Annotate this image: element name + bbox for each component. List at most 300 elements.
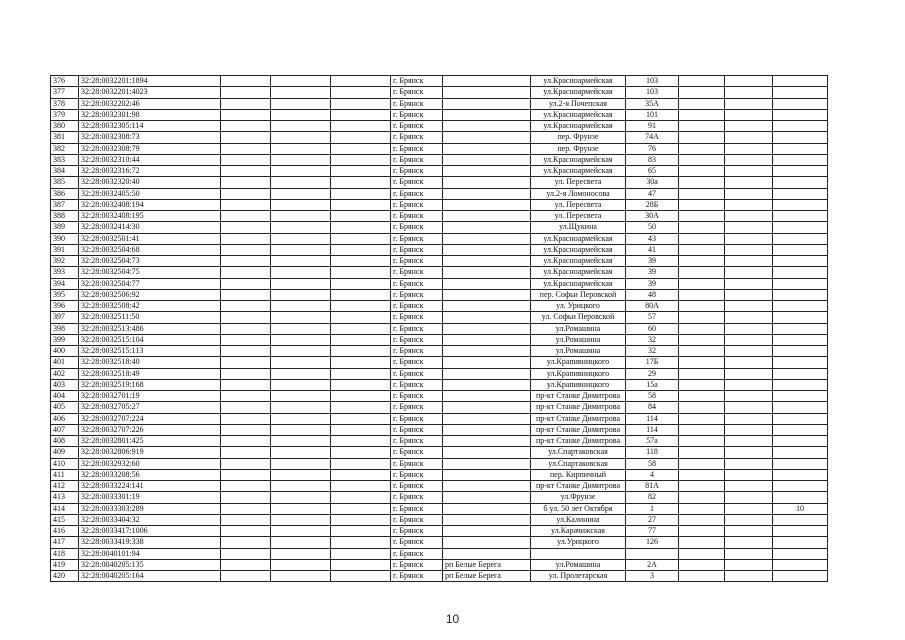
cell-e0 xyxy=(221,121,271,132)
cell-e3 xyxy=(773,154,828,165)
cell-num: 406 xyxy=(51,413,79,424)
cell-e1 xyxy=(271,109,331,120)
cell-num: 384 xyxy=(51,166,79,177)
cell-cad: 32:28:0032305:114 xyxy=(79,121,221,132)
table-row xyxy=(51,357,828,368)
cell-e0 xyxy=(221,469,271,480)
cell-e4 xyxy=(679,334,725,345)
cell-e3: 10 xyxy=(773,503,828,514)
cell-e3 xyxy=(773,211,828,222)
cell-num: 420 xyxy=(51,571,79,582)
cell-e4 xyxy=(679,188,725,199)
cell-e1 xyxy=(271,424,331,435)
cell-e5 xyxy=(725,166,773,177)
cell-city: г. Брянск xyxy=(391,188,443,199)
cell-num: 378 xyxy=(51,98,79,109)
cell-e0 xyxy=(221,289,271,300)
cell-street: пр-кт Станке Димитрова xyxy=(531,424,626,435)
cell-cad: 32:28:0033303:289 xyxy=(79,503,221,514)
table-row xyxy=(51,267,828,278)
cell-e4 xyxy=(679,143,725,154)
table-row xyxy=(51,492,828,503)
cell-e3 xyxy=(773,402,828,413)
cell-e0 xyxy=(221,76,271,87)
cell-e0 xyxy=(221,436,271,447)
cell-cad: 32:28:0032308:73 xyxy=(79,132,221,143)
cell-sub xyxy=(443,121,531,132)
cell-num: 391 xyxy=(51,244,79,255)
cell-e5 xyxy=(725,559,773,570)
cell-city: г. Брянск xyxy=(391,132,443,143)
cell-num: 394 xyxy=(51,278,79,289)
cell-sub xyxy=(443,391,531,402)
cell-e5 xyxy=(725,492,773,503)
cell-e4 xyxy=(679,571,725,582)
table-row xyxy=(51,233,828,244)
table-row xyxy=(51,571,828,582)
cell-cad: 32:28:0032707:226 xyxy=(79,424,221,435)
table-row xyxy=(51,154,828,165)
cell-house: 32 xyxy=(626,346,679,357)
table-row xyxy=(51,199,828,210)
cell-street: ул.Красноармейская xyxy=(531,267,626,278)
cell-street: пр-кт Станке Димитрова xyxy=(531,402,626,413)
cell-e2 xyxy=(331,379,391,390)
cell-e4 xyxy=(679,526,725,537)
table-row xyxy=(51,323,828,334)
cell-e2 xyxy=(331,357,391,368)
cell-cad: 32:28:0032806:919 xyxy=(79,447,221,458)
cell-e4 xyxy=(679,222,725,233)
cell-cad: 32:28:0032508:42 xyxy=(79,301,221,312)
cell-street: ул.Красноармейская xyxy=(531,87,626,98)
cell-e4 xyxy=(679,346,725,357)
cell-city: г. Брянск xyxy=(391,357,443,368)
table-row xyxy=(51,503,828,514)
cell-e1 xyxy=(271,256,331,267)
cell-city: г. Брянск xyxy=(391,109,443,120)
cell-cad: 32:28:0032519:168 xyxy=(79,379,221,390)
cell-sub xyxy=(443,244,531,255)
cell-e1 xyxy=(271,469,331,480)
cell-e2 xyxy=(331,492,391,503)
table-row xyxy=(51,559,828,570)
cell-e3 xyxy=(773,368,828,379)
cell-house: 32 xyxy=(626,334,679,345)
cell-sub xyxy=(443,503,531,514)
cell-cad: 32:28:0033419:338 xyxy=(79,537,221,548)
cell-e3 xyxy=(773,87,828,98)
cell-e2 xyxy=(331,121,391,132)
cell-street: пер. Кирпичный xyxy=(531,469,626,480)
cell-e5 xyxy=(725,76,773,87)
cell-street: ул.Щукина xyxy=(531,222,626,233)
cell-sub xyxy=(443,76,531,87)
cell-num: 416 xyxy=(51,526,79,537)
cell-e2 xyxy=(331,166,391,177)
cell-cad: 32:28:0032202:46 xyxy=(79,98,221,109)
cell-house: 101 xyxy=(626,109,679,120)
cell-e0 xyxy=(221,132,271,143)
cell-city: г. Брянск xyxy=(391,548,443,559)
cell-e2 xyxy=(331,391,391,402)
cell-e5 xyxy=(725,391,773,402)
cell-e4 xyxy=(679,357,725,368)
cell-e3 xyxy=(773,312,828,323)
cell-sub xyxy=(443,143,531,154)
cell-e1 xyxy=(271,132,331,143)
cell-cad: 32:28:0033404:32 xyxy=(79,514,221,525)
table-row xyxy=(51,391,828,402)
cell-city: г. Брянск xyxy=(391,154,443,165)
cell-e1 xyxy=(271,76,331,87)
cell-city: г. Брянск xyxy=(391,278,443,289)
cell-street: пер. Софьи Перовской xyxy=(531,289,626,300)
cell-house: 50 xyxy=(626,222,679,233)
cell-house: 29 xyxy=(626,368,679,379)
cell-sub xyxy=(443,132,531,143)
cell-house: 39 xyxy=(626,256,679,267)
cell-e3 xyxy=(773,514,828,525)
cell-cad: 32:28:0032316:72 xyxy=(79,166,221,177)
cell-sub xyxy=(443,514,531,525)
cell-e1 xyxy=(271,267,331,278)
cell-num: 401 xyxy=(51,357,79,368)
cell-num: 383 xyxy=(51,154,79,165)
cell-e2 xyxy=(331,559,391,570)
cell-e2 xyxy=(331,447,391,458)
cell-e1 xyxy=(271,244,331,255)
cell-sub xyxy=(443,177,531,188)
cell-e5 xyxy=(725,98,773,109)
cell-street: ул.Крапивницкого xyxy=(531,357,626,368)
cell-sub xyxy=(443,526,531,537)
cell-e0 xyxy=(221,424,271,435)
cell-e2 xyxy=(331,143,391,154)
cell-street: ул.Ромашина xyxy=(531,559,626,570)
cell-street: ул.Ромашина xyxy=(531,346,626,357)
cell-e1 xyxy=(271,571,331,582)
cell-e1 xyxy=(271,143,331,154)
cell-num: 380 xyxy=(51,121,79,132)
cell-e3 xyxy=(773,278,828,289)
table-row xyxy=(51,458,828,469)
cell-num: 417 xyxy=(51,537,79,548)
cell-street: пр-кт Станке Димитрова xyxy=(531,413,626,424)
cell-e2 xyxy=(331,98,391,109)
cell-street: пр-кт Станке Димитрова xyxy=(531,481,626,492)
cell-street: ул.Красноармейская xyxy=(531,121,626,132)
cell-cad: 32:28:0033301:19 xyxy=(79,492,221,503)
cell-street: ул.Урицкого xyxy=(531,537,626,548)
cell-e5 xyxy=(725,424,773,435)
table-row xyxy=(51,132,828,143)
cell-house: 103 xyxy=(626,87,679,98)
table-row xyxy=(51,413,828,424)
cell-num: 415 xyxy=(51,514,79,525)
cell-city: г. Брянск xyxy=(391,289,443,300)
cell-e2 xyxy=(331,368,391,379)
cell-e0 xyxy=(221,503,271,514)
cell-city: г. Брянск xyxy=(391,121,443,132)
cell-house: 27 xyxy=(626,514,679,525)
cell-e2 xyxy=(331,278,391,289)
cell-e5 xyxy=(725,154,773,165)
cell-cad: 32:28:0032414:30 xyxy=(79,222,221,233)
cell-city: г. Брянск xyxy=(391,424,443,435)
cell-sub xyxy=(443,87,531,98)
cell-cad: 32:28:0033224:141 xyxy=(79,481,221,492)
cell-cad: 32:28:0032308:79 xyxy=(79,143,221,154)
cell-e0 xyxy=(221,548,271,559)
cell-city: г. Брянск xyxy=(391,379,443,390)
cell-e0 xyxy=(221,199,271,210)
cell-e1 xyxy=(271,379,331,390)
cell-cad: 32:28:0032506:92 xyxy=(79,289,221,300)
cell-e0 xyxy=(221,323,271,334)
cell-sub xyxy=(443,424,531,435)
cell-e5 xyxy=(725,469,773,480)
table-row xyxy=(51,379,828,390)
cell-house: 57 xyxy=(626,312,679,323)
cell-e3 xyxy=(773,559,828,570)
cell-city: г. Брянск xyxy=(391,447,443,458)
cell-sub xyxy=(443,458,531,469)
cell-street: ул. Пересвета xyxy=(531,199,626,210)
cell-e3 xyxy=(773,98,828,109)
cell-street: ул.Крапивницкого xyxy=(531,379,626,390)
cell-e1 xyxy=(271,368,331,379)
cell-e5 xyxy=(725,571,773,582)
cell-house: 2А xyxy=(626,559,679,570)
cell-e4 xyxy=(679,154,725,165)
cell-e5 xyxy=(725,188,773,199)
cell-e0 xyxy=(221,177,271,188)
cell-e0 xyxy=(221,559,271,570)
cell-num: 397 xyxy=(51,312,79,323)
cell-e3 xyxy=(773,391,828,402)
table-row xyxy=(51,548,828,559)
cell-e3 xyxy=(773,143,828,154)
cell-e1 xyxy=(271,177,331,188)
cell-num: 407 xyxy=(51,424,79,435)
cell-cad: 32:28:0032504:73 xyxy=(79,256,221,267)
cell-e2 xyxy=(331,301,391,312)
cell-street: ул. Пересвета xyxy=(531,211,626,222)
page-number: 10 xyxy=(445,612,460,626)
registry-table-container xyxy=(50,75,828,582)
cell-cad: 32:28:0032405:50 xyxy=(79,188,221,199)
cell-house: 76 xyxy=(626,143,679,154)
cell-e5 xyxy=(725,87,773,98)
cell-house: 4 xyxy=(626,469,679,480)
cell-sub xyxy=(443,548,531,559)
cell-street: ул.Калинина xyxy=(531,514,626,525)
cell-num: 398 xyxy=(51,323,79,334)
cell-e5 xyxy=(725,233,773,244)
cell-e2 xyxy=(331,537,391,548)
cell-e4 xyxy=(679,289,725,300)
cell-e3 xyxy=(773,379,828,390)
cell-e5 xyxy=(725,323,773,334)
cell-street: ул.Красноармейская xyxy=(531,166,626,177)
cell-e4 xyxy=(679,256,725,267)
cell-sub xyxy=(443,537,531,548)
cell-sub xyxy=(443,109,531,120)
table-row xyxy=(51,514,828,525)
cell-e2 xyxy=(331,222,391,233)
cell-e3 xyxy=(773,199,828,210)
cell-e2 xyxy=(331,458,391,469)
cell-e0 xyxy=(221,211,271,222)
cell-e5 xyxy=(725,548,773,559)
table-row xyxy=(51,222,828,233)
table-row xyxy=(51,537,828,548)
cell-house: 80А xyxy=(626,301,679,312)
cell-e5 xyxy=(725,211,773,222)
table-row xyxy=(51,312,828,323)
table-row xyxy=(51,447,828,458)
cell-cad: 32:28:0032408:194 xyxy=(79,199,221,210)
cell-e1 xyxy=(271,98,331,109)
cell-e2 xyxy=(331,312,391,323)
cell-e4 xyxy=(679,379,725,390)
cell-e0 xyxy=(221,154,271,165)
cell-e3 xyxy=(773,481,828,492)
cell-e0 xyxy=(221,481,271,492)
cell-e1 xyxy=(271,357,331,368)
cell-e5 xyxy=(725,143,773,154)
cell-street: ул. Софьи Перовской xyxy=(531,312,626,323)
cell-sub xyxy=(443,323,531,334)
cell-e0 xyxy=(221,109,271,120)
cell-e0 xyxy=(221,256,271,267)
cell-e3 xyxy=(773,244,828,255)
cell-e2 xyxy=(331,233,391,244)
cell-e2 xyxy=(331,244,391,255)
cell-e3 xyxy=(773,492,828,503)
cell-num: 413 xyxy=(51,492,79,503)
cell-e5 xyxy=(725,334,773,345)
table-row xyxy=(51,143,828,154)
cell-e1 xyxy=(271,87,331,98)
cell-e1 xyxy=(271,391,331,402)
cell-sub xyxy=(443,222,531,233)
cell-e0 xyxy=(221,514,271,525)
cell-house: 47 xyxy=(626,188,679,199)
cell-e2 xyxy=(331,548,391,559)
cell-cad: 32:28:0032515:104 xyxy=(79,334,221,345)
cell-sub: рп Белые Берега xyxy=(443,559,531,570)
cell-e2 xyxy=(331,188,391,199)
cell-e0 xyxy=(221,301,271,312)
cell-e5 xyxy=(725,436,773,447)
cell-street: ул.Крапивницкого xyxy=(531,368,626,379)
cell-e3 xyxy=(773,233,828,244)
cell-city: г. Брянск xyxy=(391,87,443,98)
cell-e5 xyxy=(725,177,773,188)
cell-num: 419 xyxy=(51,559,79,570)
cell-num: 405 xyxy=(51,402,79,413)
cell-e5 xyxy=(725,447,773,458)
cell-e5 xyxy=(725,244,773,255)
cell-city: г. Брянск xyxy=(391,469,443,480)
table-row xyxy=(51,334,828,345)
cell-e3 xyxy=(773,436,828,447)
cell-e2 xyxy=(331,436,391,447)
cell-e4 xyxy=(679,391,725,402)
cell-e5 xyxy=(725,346,773,357)
table-row xyxy=(51,87,828,98)
cell-sub xyxy=(443,436,531,447)
cell-house: 15а xyxy=(626,379,679,390)
cell-e2 xyxy=(331,402,391,413)
cell-sub xyxy=(443,357,531,368)
cell-house: 1 xyxy=(626,503,679,514)
cell-e5 xyxy=(725,301,773,312)
cell-num: 412 xyxy=(51,481,79,492)
cell-e3 xyxy=(773,458,828,469)
cell-e1 xyxy=(271,323,331,334)
cell-cad: 32:28:0040205:135 xyxy=(79,559,221,570)
cell-e5 xyxy=(725,357,773,368)
cell-num: 385 xyxy=(51,177,79,188)
cell-e3 xyxy=(773,132,828,143)
cell-e3 xyxy=(773,109,828,120)
cell-e1 xyxy=(271,222,331,233)
cell-e4 xyxy=(679,121,725,132)
cell-e1 xyxy=(271,503,331,514)
cell-e3 xyxy=(773,166,828,177)
cell-sub xyxy=(443,312,531,323)
cell-e0 xyxy=(221,526,271,537)
cell-city: г. Брянск xyxy=(391,76,443,87)
cell-e2 xyxy=(331,154,391,165)
cell-e2 xyxy=(331,346,391,357)
cell-e1 xyxy=(271,301,331,312)
cell-sub xyxy=(443,413,531,424)
cell-house: 103 xyxy=(626,76,679,87)
cell-e5 xyxy=(725,289,773,300)
cell-e1 xyxy=(271,211,331,222)
cell-sub xyxy=(443,368,531,379)
table-row xyxy=(51,346,828,357)
cell-num: 418 xyxy=(51,548,79,559)
cell-street: ул.Красноармейская xyxy=(531,76,626,87)
cell-e5 xyxy=(725,109,773,120)
cell-house: 58 xyxy=(626,458,679,469)
cell-e2 xyxy=(331,267,391,278)
cell-e0 xyxy=(221,379,271,390)
cell-city: г. Брянск xyxy=(391,436,443,447)
cell-street: пер. Фрунзе xyxy=(531,143,626,154)
cell-e4 xyxy=(679,199,725,210)
cell-e1 xyxy=(271,334,331,345)
cell-city: г. Брянск xyxy=(391,537,443,548)
cell-e2 xyxy=(331,87,391,98)
cell-e4 xyxy=(679,312,725,323)
table-row xyxy=(51,166,828,177)
cell-num: 382 xyxy=(51,143,79,154)
cell-cad: 32:28:0032310:44 xyxy=(79,154,221,165)
cell-e4 xyxy=(679,458,725,469)
cell-e4 xyxy=(679,436,725,447)
cell-city: г. Брянск xyxy=(391,481,443,492)
cell-street: ул.Фрунзе xyxy=(531,492,626,503)
cell-e4 xyxy=(679,402,725,413)
cell-e0 xyxy=(221,87,271,98)
cell-e2 xyxy=(331,481,391,492)
